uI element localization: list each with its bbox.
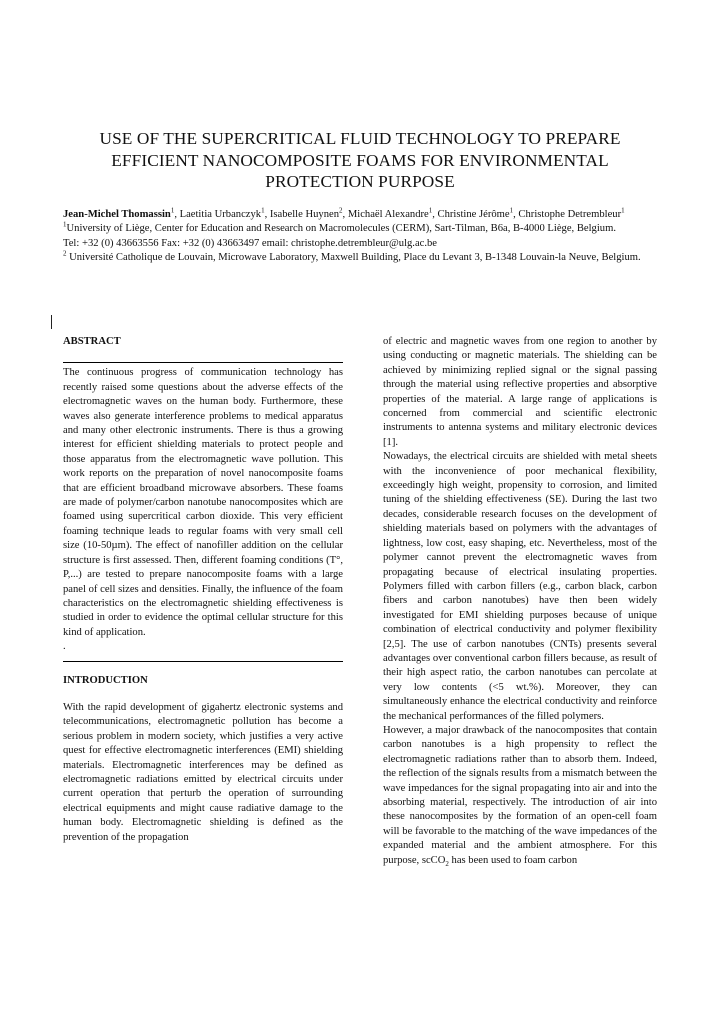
author-name: , Christophe Detrembleur [513, 209, 622, 220]
introduction-text: With the rapid development of gigahertz electronic systems and telecommunications, electromagnetic pollution has become a serious problem in modern society, which justifies a very active quest for effective electromagnetic interferences (EMI) shielding materials. Electromagnetic interferences may be defined as electromagnetic radiations emitted by electrical circuits under current operation that perturb the operation of surrounding electrical equipments and might cause radiative damage to the human body. Electromagnetic shielding is defined as the prevention of the propagation [63, 701, 343, 843]
affiliation-1 [63, 222, 663, 236]
author-block [63, 208, 663, 266]
author-sup: 2 [339, 206, 343, 215]
author-sup: 1 [261, 206, 265, 215]
paragraph-3-tail: has been used to foam carbon [448, 854, 578, 866]
text-cursor [51, 315, 52, 329]
author-sup: 1 [428, 206, 433, 215]
introduction-heading: INTRODUCTION [63, 674, 148, 686]
author-sup: 1 [621, 206, 625, 215]
title-line-2: EFFICIENT NANOCOMPOSITE FOAMS FOR ENVIRONMENTAL [111, 150, 609, 170]
paragraph-3-text: However, a major drawback of the nanocomposites that contain carbon nanotubes is a high propensity to reflect the electromagnetic radiations rather than to absorb them. Indeed, the reflection of the signals results from a mismatch between the wave impedances for the signal propagating into air and into the absorbing material, respectively. The introduction of air into these nanocomposites by the formation of an open-cell foam will be favorable to the matching of the wave impedances of the expanded material and the ambient atmosphere. For this purpose, scCO [383, 724, 657, 866]
affiliation-sup: 2 [63, 249, 67, 258]
left-column [63, 335, 343, 845]
author-sup: 1 [509, 206, 514, 215]
subscript-2: 2 [445, 859, 449, 868]
title-line-1: USE OF THE SUPERCRITICAL FLUID TECHNOLOGY TO PREPARE [99, 129, 621, 148]
affiliation-2 [63, 251, 663, 265]
contact-line: Tel: +32 (0) 43663556 Fax: +32 (0) 43663497 email: christophe.detrembleur@ulg.ac.be [63, 237, 438, 249]
author-first: Jean-Michel Thomassin [63, 209, 171, 220]
author-name: , Isabelle Huynen [264, 209, 340, 220]
author-sup: 1 [170, 206, 175, 215]
abstract-heading: ABSTRACT [63, 336, 121, 347]
author-list [63, 208, 663, 222]
right-paragraph-1: of electric and magnetic waves from one region to another by using conducting or magnetic materials. The shielding can be achieved by minimizing replied signal or the signal passing through the material using reflective properties and absorptive properties of the material. A large range of applications is concerned from commercial and scientific electronic instruments to antenna systems and military electronic devices [1]. [383, 336, 657, 448]
abstract-dot: . [63, 641, 66, 653]
author-name: , Laetitia Urbanczyk [174, 209, 262, 220]
affiliation-sup: 1 [63, 220, 67, 229]
paper-title [40, 128, 680, 193]
right-paragraph-3 [383, 724, 657, 868]
title-line-3: PROTECTION PURPOSE [265, 172, 455, 191]
author-name: , Michaël Alexandre [342, 209, 429, 220]
abstract-text: The continuous progress of communication technology has recently raised some questions about the adverse effects of the electromagnetic waves on the human body. Furthermore, these waves also generate interference problems to medical apparatus and many other electronic instruments. There is thus a growing interest for efficient shielding materials to protect people and those apparatus from the electromagnetic wave pollution. This work reports on the preparation of novel nanocomposite foams that are efficient broadband microwave absorbers. These foams are made of polymer/carbon nanotube nanocomposites which are foamed using supercritical carbon dioxide. This very efficient foaming technique leads to regular foams with very small cell size (10-50µm). The effect of nanofiller addition on the cellular structure is first assessed. Then, different foaming conditions (T°, P,...) are tested to prepare nanocomposite foams with a large panel of cell sizes and densities. Finally, the influence of the foam characteristics on the electromagnetic shielding effectiveness is studied in order to evidence the optimal cellular structure for this kind of application. [63, 367, 343, 638]
right-paragraph-2: Nowadays, the electrical circuits are shielded with metal sheets with the inconvenience of poor mechanical flexibility, exceedingly high weight, propensity to corrosion, and limited tuning of the shielding effectiveness (SE). During the last two decades, considerable research focuses on the development of shielding materials based on polymers with the advantages of lightness, low cost, easy shaping, etc. Nevertheless, most of the polymer cannot prevent the electromagnetic waves from propagating because of electrical insulating properties. Polymers filled with carbon fillers (e.g., carbon black, carbon fibers and carbon nanotubes) have then been widely investigated for EMI shielding purposes because of unique combination of electrical conductivity and polymer flexibility [2,5]. The use of carbon nanotubes (CNTs) presents several advantages over conventional carbon fillers because, as result of their high aspect ratio, the carbon nanotubes can percolate at very low contents (<5 wt.%). Moreover, they can simultaneously enhance the electrical conductivity and reinforce the mechanical performances of the filled polymers. [383, 451, 657, 722]
affiliation-text: University of Liège, Center for Education and Research on Macromolecules (CERM), Sart-Tilman, B6a, B-4000 Liège, Belgium. [66, 223, 616, 235]
author-name: , Christine Jérôme [432, 209, 510, 220]
affiliation-text: Université Catholique de Louvain, Microwave Laboratory, Maxwell Building, Place du Levant 3, B-1348 Louvain-la Neuve, Belgium. [66, 252, 641, 264]
right-column [383, 335, 657, 868]
